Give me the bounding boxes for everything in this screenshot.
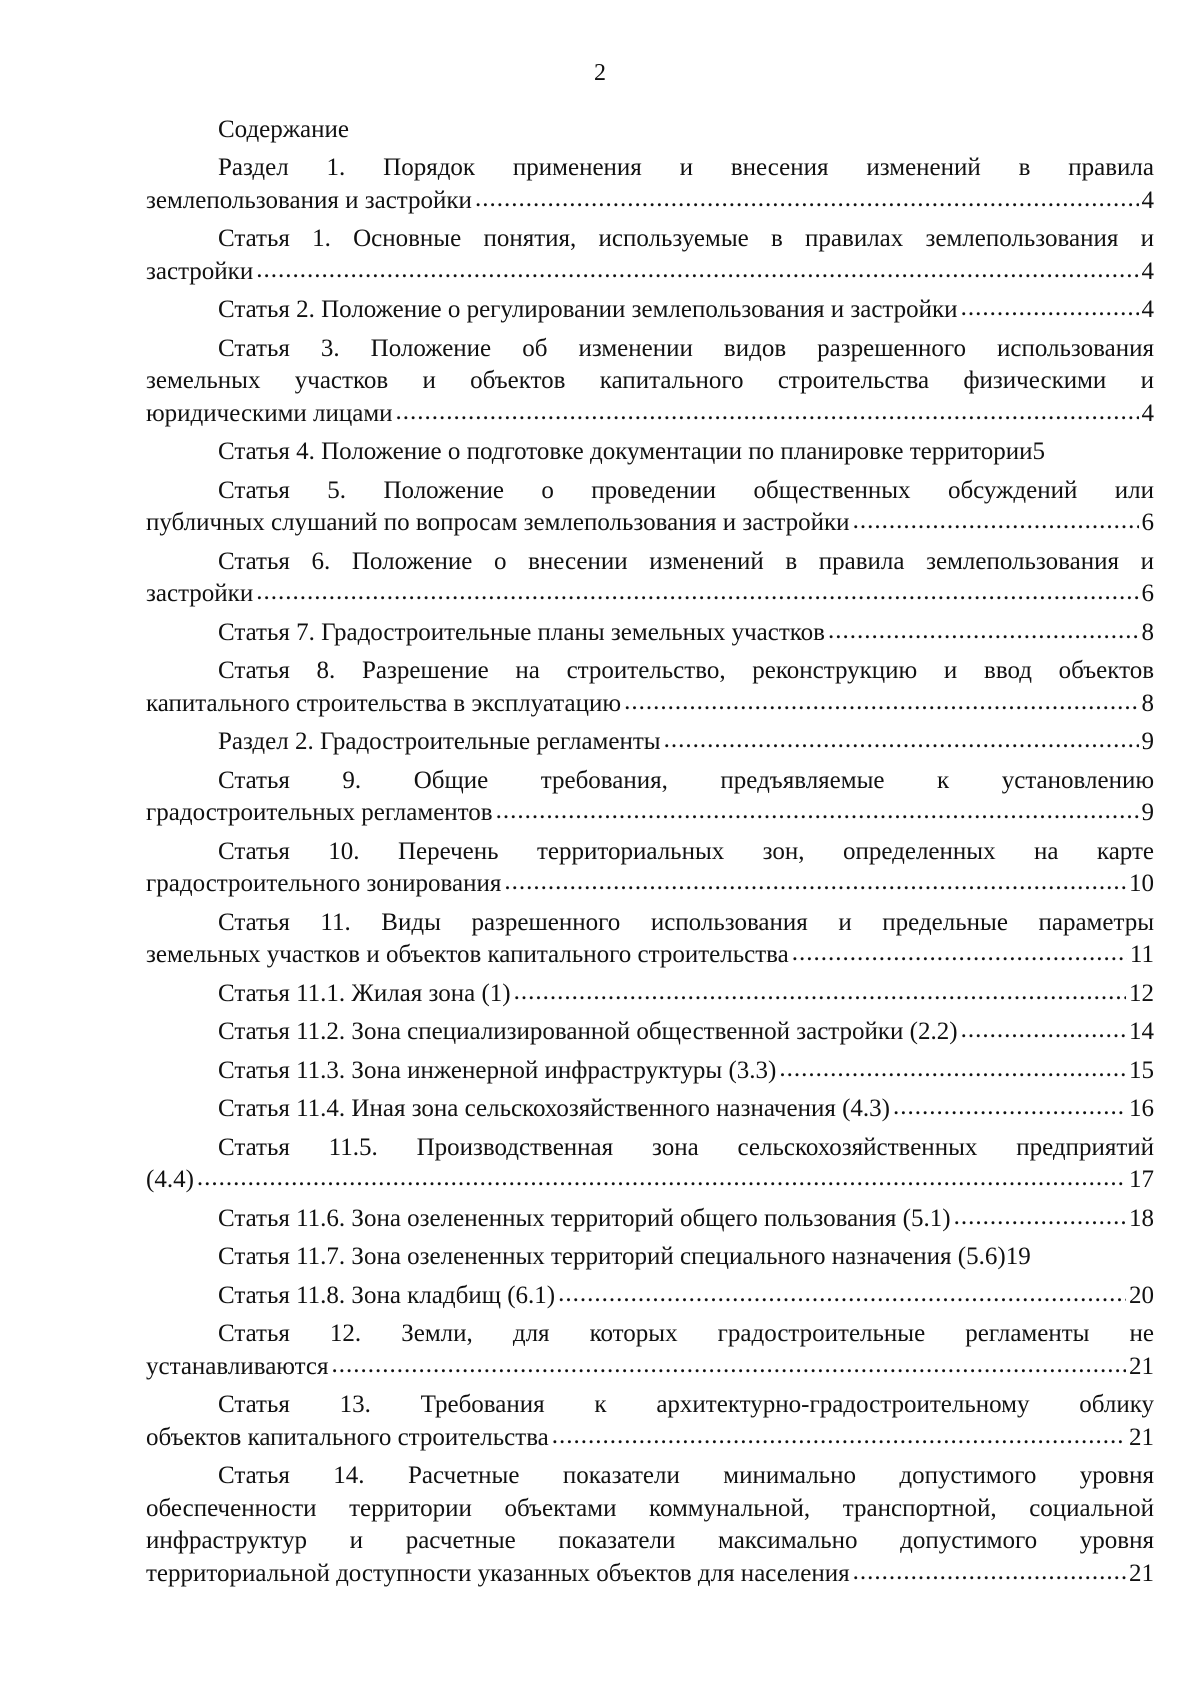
toc-entry: [146, 1241, 1154, 1274]
toc-entry-line: Статья 8. Разрешение на строительство, реконструкцию и ввод объектов: [218, 657, 1154, 684]
toc-entry: [146, 1280, 1154, 1313]
toc-entry: [146, 907, 1154, 972]
toc-entry: [146, 617, 1154, 650]
toc-entry-line: Статья 13. Требования к архитектурно-градостроительному облику: [218, 1391, 1154, 1418]
toc-entry: [146, 294, 1154, 327]
dot-leader: [331, 1349, 1126, 1382]
toc-page-number: 4: [1141, 186, 1154, 214]
toc-entry-last-line: [146, 1016, 1154, 1049]
toc-entry-line: публичных слушаний по вопросам землепользования и застройки: [146, 509, 850, 536]
toc-heading: Содержание: [218, 116, 349, 143]
toc-entry-line: Статья 6. Положение о внесении изменений в правила землепользования и: [218, 547, 1154, 575]
toc-entry-line: Статья 11.6. Зона озелененных территорий общего пользования (5.1): [218, 1204, 951, 1232]
toc-entry-line: Статья 11. Виды разрешенного использования и предельные параметры: [218, 908, 1154, 936]
toc-page-number: 21: [1129, 1423, 1154, 1451]
dot-leader: [256, 576, 1138, 609]
toc-entry-last-line: [146, 797, 1154, 830]
toc-entry-line: объектов капитального строительства: [146, 1423, 549, 1451]
toc-entry-line: инфраструктур и расчетные показатели максимально допустимого уровня: [146, 1527, 1154, 1554]
toc-entry-last-line: [146, 939, 1154, 972]
toc-entry: [146, 765, 1154, 830]
toc-entry-line: устанавливаются: [146, 1352, 329, 1380]
toc-entry: [146, 1389, 1154, 1454]
toc-entry-line: Раздел 1. Порядок применения и внесения изменений в правила: [218, 154, 1154, 181]
toc-entry-last-line: [146, 1093, 1154, 1126]
toc-entry-last-line: [146, 578, 1154, 611]
toc-entry-last-line: [146, 436, 1154, 469]
toc-entry-last-line: [146, 398, 1154, 431]
toc-page-number: 4: [1141, 257, 1154, 285]
dot-leader: [504, 866, 1126, 899]
toc-entry: [146, 1460, 1154, 1590]
toc-page-number: 16: [1129, 1095, 1154, 1122]
toc-entry-last-line: [146, 1280, 1154, 1313]
toc-entry-line: Статья 1. Основные понятия, используемые в правилах землепользования и: [218, 225, 1154, 252]
toc-entry-last-line: [146, 294, 1154, 327]
toc-page-number: 4: [1141, 399, 1154, 427]
dot-leader: [624, 686, 1138, 719]
toc-entry-last-line: [146, 688, 1154, 721]
toc-entry: [146, 546, 1154, 611]
toc-entry-line: Статья 11.8. Зона кладбищ (6.1): [218, 1281, 556, 1309]
toc-entry: [146, 836, 1154, 901]
toc-entry-line: Статья 14. Расчетные показатели минимально допустимого уровня: [218, 1462, 1154, 1489]
toc-entry-line: Статья 11.5. Производственная зона сельскохозяйственных предприятий: [218, 1133, 1154, 1161]
toc-page-number: 8: [1141, 618, 1154, 646]
toc-entry: [146, 655, 1154, 720]
page-number: 2: [594, 60, 606, 86]
toc-entry-line: Статья 11.7. Зона озелененных территорий специального назначения (5.6): [218, 1243, 1006, 1270]
dot-leader: [893, 1091, 1126, 1124]
toc-entry-line: капитального строительства в эксплуатацию: [146, 689, 622, 717]
toc-entry-last-line: [146, 1164, 1154, 1197]
toc-page-number: 9: [1141, 728, 1154, 755]
toc-entry: [146, 475, 1154, 540]
toc-entry: [146, 1318, 1154, 1383]
toc-entry: [146, 223, 1154, 288]
toc-entry-line: Статья 10. Перечень территориальных зон, определенных на карте: [218, 837, 1154, 865]
toc-entry: [146, 1055, 1154, 1088]
dot-leader: [396, 396, 1139, 429]
dot-leader: [792, 937, 1127, 970]
toc-page-number: 21: [1129, 1559, 1154, 1587]
toc-page-number: 8: [1141, 689, 1154, 717]
toc-page-number: 4: [1141, 296, 1154, 323]
dot-leader: [853, 505, 1139, 538]
toc-page-number: 14: [1129, 1018, 1154, 1045]
toc-entry-line: (4.4): [146, 1166, 194, 1193]
toc-entry-line: застройки: [146, 580, 254, 607]
dot-leader: [475, 183, 1139, 216]
toc-entry-line: землепользования и застройки: [146, 186, 472, 214]
toc-entry-line: Статья 9. Общие требования, предъявляемые к установлению: [218, 766, 1154, 794]
toc-entry-last-line: [146, 1241, 1154, 1274]
toc-entry-last-line: [146, 978, 1154, 1011]
toc-page-number: 15: [1129, 1056, 1154, 1084]
toc-entry: [146, 978, 1154, 1011]
toc-entry-last-line: [146, 1422, 1154, 1455]
toc-entry-line: земельных участков и объектов капитального строительства физическими и: [146, 367, 1154, 394]
toc-entry-line: земельных участков и объектов капитального строительства: [146, 941, 789, 968]
toc-entry-line: Статья 2. Положение о регулировании землепользования и застройки: [218, 296, 958, 323]
toc-entry-line: Статья 11.3. Зона инженерной инфраструктуры (3.3): [218, 1056, 777, 1084]
toc-entry-last-line: [146, 726, 1154, 759]
toc-entry-line: Статья 11.2. Зона специализированной общественной застройки (2.2): [218, 1018, 958, 1045]
toc-page-number: 11: [1129, 941, 1154, 968]
toc-entry-line: обеспеченности территории объектами коммунальной, транспортной, социальной: [146, 1494, 1154, 1522]
toc-entry: [146, 152, 1154, 217]
toc-entry-line: Статья 11.1. Жилая зона (1): [218, 979, 511, 1007]
toc-page-number: 20: [1129, 1281, 1154, 1309]
toc-page-number: 19: [1005, 1243, 1031, 1270]
toc-entry-line: Статья 3. Положение об изменении видов разрешенного использования: [218, 334, 1154, 362]
dot-leader: [828, 615, 1139, 648]
toc-page-number: 5: [1032, 438, 1045, 465]
dot-leader: [552, 1420, 1126, 1453]
toc-entry: [146, 1016, 1154, 1049]
dot-leader: [664, 724, 1139, 757]
toc-entry-line: градостроительных регламентов: [146, 799, 493, 826]
toc-entry-last-line: [146, 1351, 1154, 1384]
dot-leader: [256, 254, 1138, 287]
toc-entry: [146, 726, 1154, 759]
toc-entry-line: Раздел 2. Градостроительные регламенты: [218, 728, 661, 755]
toc-page-number: 18: [1129, 1204, 1154, 1232]
toc-entry: [146, 436, 1154, 469]
toc-page-number: 9: [1141, 799, 1154, 826]
toc-entry-last-line: [146, 1203, 1154, 1236]
toc-entry-last-line: [146, 617, 1154, 650]
toc-entry-last-line: [146, 507, 1154, 540]
dot-leader: [779, 1053, 1126, 1086]
toc-entries: [146, 152, 1154, 1590]
toc-page-number: 21: [1129, 1352, 1154, 1380]
dot-leader: [954, 1201, 1126, 1234]
toc-entry-line: Статья 5. Положение о проведении общественных обсуждений или: [218, 476, 1154, 504]
dot-leader: [961, 1014, 1126, 1047]
toc-entry: [146, 1093, 1154, 1126]
table-of-contents: [146, 114, 1154, 1596]
toc-entry-line: территориальной доступности указанных объектов для населения: [146, 1559, 850, 1587]
toc-entry-last-line: [146, 1558, 1154, 1591]
toc-entry: [146, 333, 1154, 431]
toc-entry-line: Статья 12. Земли, для которых градостроительные регламенты не: [218, 1320, 1154, 1347]
toc-entry-line: юридическими лицами: [146, 399, 393, 427]
dot-leader: [197, 1162, 1126, 1195]
toc-entry-last-line: [146, 185, 1154, 218]
toc-entry-line: Статья 4. Положение о подготовке документации по планировке территории: [218, 438, 1033, 465]
toc-entry-line: Статья 11.4. Иная зона сельскохозяйственного назначения (4.3): [218, 1095, 890, 1122]
dot-leader: [853, 1556, 1126, 1589]
toc-entry-line: Статья 7. Градостроительные планы земельных участков: [218, 618, 825, 646]
dot-leader: [558, 1278, 1126, 1311]
toc-page-number: 10: [1129, 870, 1154, 897]
toc-entry-last-line: [146, 868, 1154, 901]
toc-entry-line: градостроительного зонирования: [146, 870, 502, 897]
dot-leader: [496, 795, 1139, 828]
toc-entry-line: застройки: [146, 257, 254, 285]
dot-leader: [961, 292, 1139, 325]
toc-entry: [146, 1203, 1154, 1236]
toc-page-number: 6: [1141, 580, 1154, 607]
dot-leader: [514, 976, 1126, 1009]
toc-page-number: 6: [1141, 509, 1154, 536]
toc-page-number: 12: [1129, 979, 1154, 1007]
toc-entry-last-line: [146, 256, 1154, 289]
toc-entry: [146, 1132, 1154, 1197]
toc-page-number: 17: [1129, 1166, 1154, 1193]
toc-entry-last-line: [146, 1055, 1154, 1088]
